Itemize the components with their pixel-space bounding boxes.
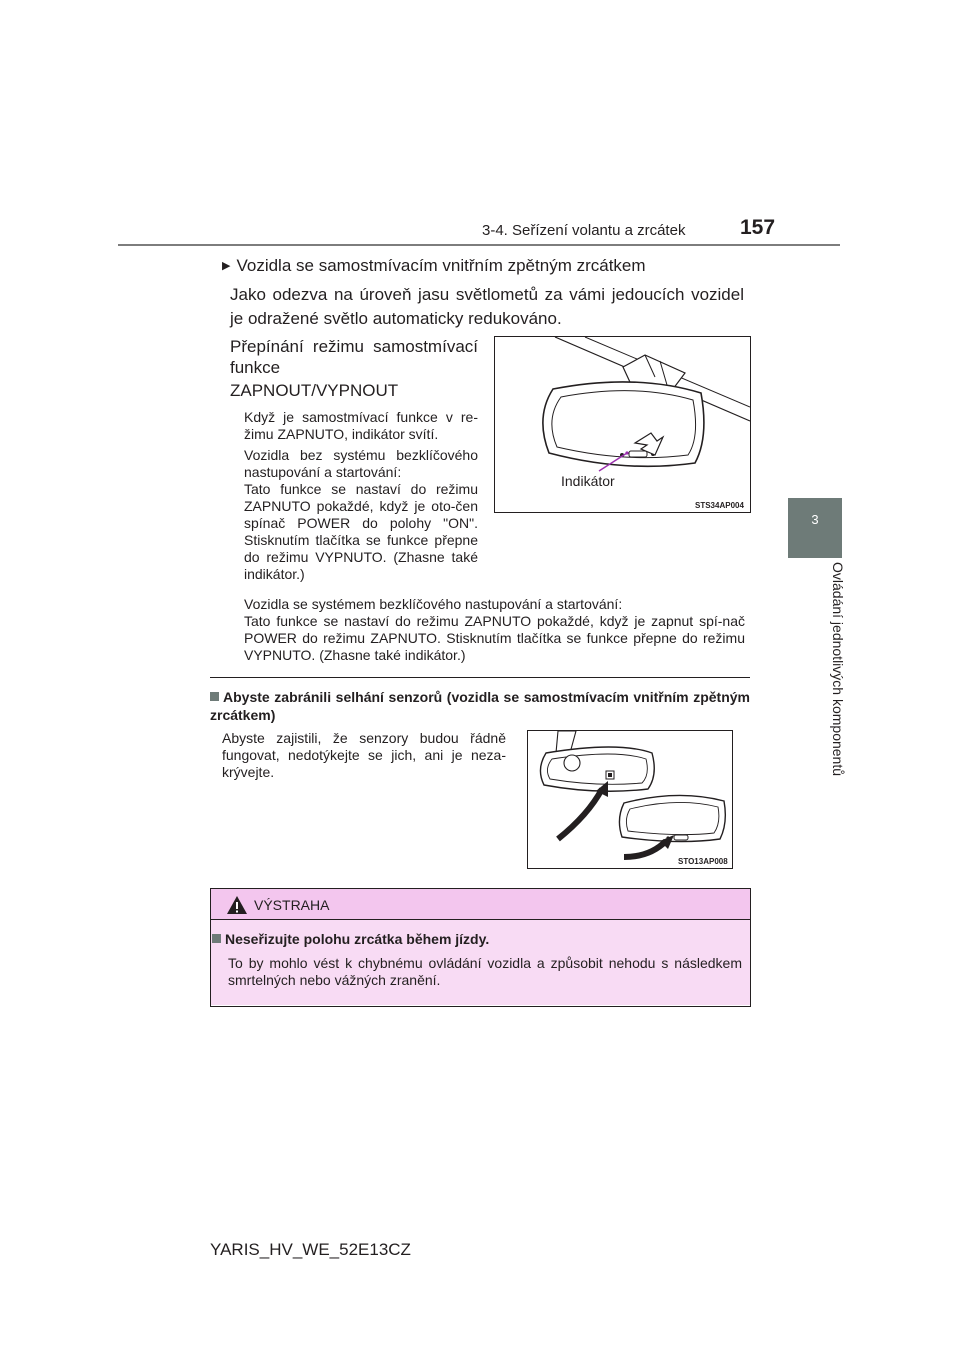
note-keyless-text: Tato funkce se nastaví do režimu ZAPNUTO pokaždé, když je zapnut spí-nač POWER do režimu ZAPNUTO. Stisknutím tlačítka se funkce přepne do režimu VYPNUTO. (Zhasne také indikátor.) bbox=[244, 613, 745, 663]
chapter-title: Ovládání jednotlivých komponentů bbox=[830, 562, 846, 777]
figure-mirror-sensors bbox=[527, 730, 733, 869]
warning-heading: Neseřizujte polohu zrcátka během jízdy. bbox=[212, 931, 742, 947]
square-bullet-icon bbox=[210, 692, 219, 701]
switch-title-line-2: funkce bbox=[230, 358, 281, 377]
subheading: ▶ Vozidla se samostmívacím vnitřním zpětným zrcátkem bbox=[222, 256, 646, 275]
figure-code: STS34AP004 bbox=[695, 501, 744, 510]
sensor-illustration bbox=[528, 731, 732, 868]
note-indicator: Když je samostmívací funkce v re-žimu ZAPNUTO, indikátor svítí. bbox=[244, 409, 478, 442]
warning-title: VÝSTRAHA bbox=[254, 897, 330, 913]
header-rule bbox=[118, 244, 840, 246]
mirror-illustration bbox=[495, 337, 750, 512]
chapter-tab bbox=[788, 498, 842, 558]
warning-triangle-icon bbox=[226, 895, 248, 915]
chapter-number: 3 bbox=[811, 512, 819, 527]
switch-title-line-1: Přepínání režimu samostmívací bbox=[230, 337, 478, 356]
figure-code: STO13AP008 bbox=[678, 857, 728, 866]
section-title: 3-4. Seřízení volantu a zrcátek bbox=[482, 222, 686, 239]
warning-text: To by mohlo vést k chybnému ovládání vozidla a způsobit nehodu s následkem smrtelných nebo vážných zranění. bbox=[228, 955, 742, 988]
section-divider bbox=[210, 677, 750, 678]
sensor-text: Abyste zajistili, že senzory budou řádně fungovat, nedotýkejte se jich, ani je neza-krývejte. bbox=[222, 730, 506, 780]
intro-paragraph: Jako odezva na úroveň jasu světlometů za vámi jedoucích vozidel je odražené světlo automaticky redukováno. bbox=[230, 285, 744, 328]
note-keyless-heading: Vozidla se systémem bezklíčového nastupování a startování: bbox=[244, 596, 623, 612]
switch-title-line-3: ZAPNOUT/VYPNOUT bbox=[230, 381, 399, 400]
triangle-bullet-icon: ▶ bbox=[222, 260, 231, 272]
square-bullet-icon bbox=[212, 934, 221, 943]
model-code: YARIS_HV_WE_52E13CZ bbox=[210, 1240, 411, 1259]
indicator-label: Indikátor bbox=[561, 473, 615, 489]
note-no-keyless-heading: Vozidla bez systému bezklíčového nastupování a startování: bbox=[244, 447, 478, 480]
note-no-keyless-text: Tato funkce se nastaví do režimu ZAPNUTO pokaždé, když je oto-čen spínač POWER do polohy "ON". Stisknutím tlačítka se funkce přepne do režimu VYPNUTO. (Zhasne také indikátor.) bbox=[244, 481, 478, 582]
sensor-heading: Abyste zabránili selhání senzorů (vozidla se samostmívacím vnitřním zpětným zrcátkem) bbox=[210, 689, 750, 723]
figure-mirror-indicator bbox=[494, 336, 751, 513]
page-number: 157 bbox=[740, 216, 776, 239]
